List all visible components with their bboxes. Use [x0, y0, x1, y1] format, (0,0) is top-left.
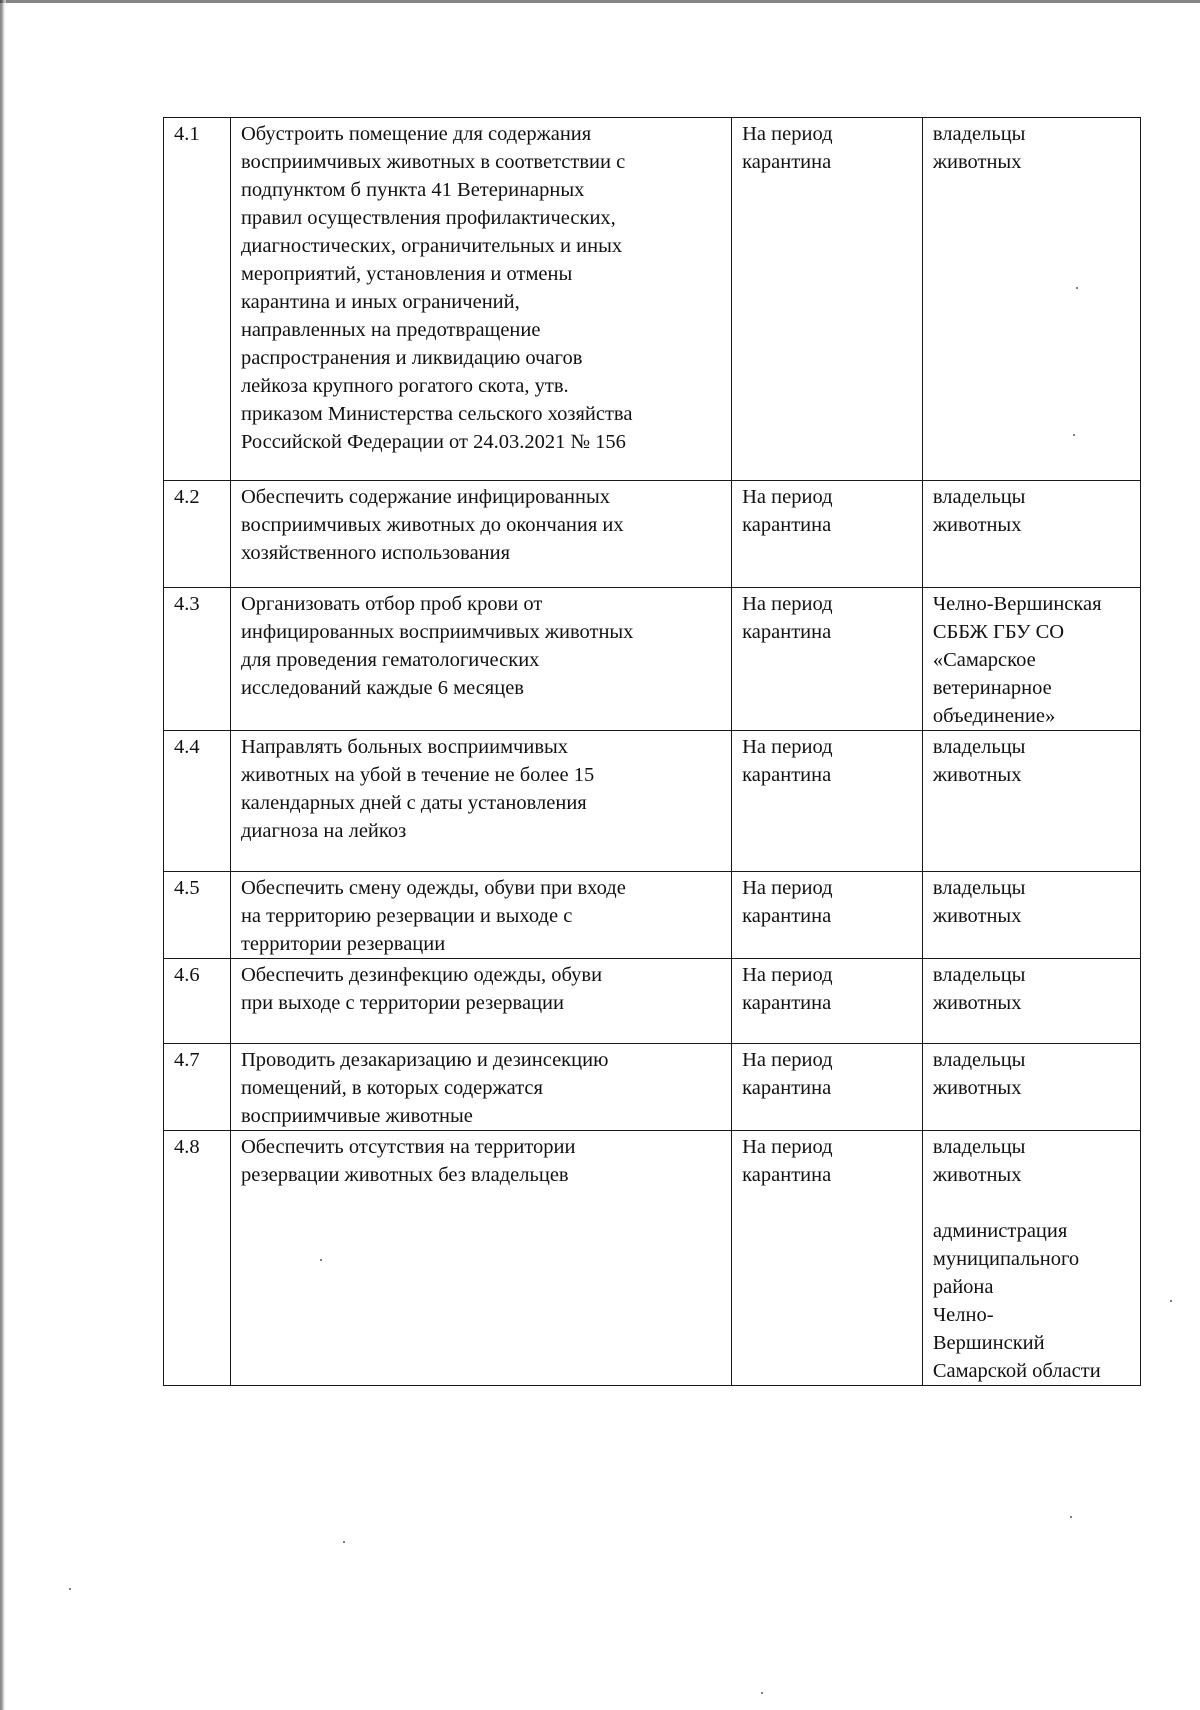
table-row	[164, 118, 1141, 481]
table-row	[164, 588, 1141, 731]
table-row	[164, 481, 1141, 588]
term-text: На период карантина	[732, 118, 923, 481]
measure-text: Проводить дезакаризацию и дезинсекцию помещений, в которых содержатся восприимчивые животные	[230, 1044, 731, 1131]
term-text: На период карантина	[732, 588, 923, 731]
table-row	[164, 959, 1141, 1044]
table-row	[164, 1131, 1141, 1386]
scan-edge-top	[0, 0, 1200, 3]
scan-speck	[1070, 1516, 1072, 1518]
measures-table	[163, 117, 1141, 1386]
term-text: На период карантина	[732, 731, 923, 872]
measure-text: Обеспечить смену одежды, обуви при входе на территорию резервации и выходе с территории резервации	[230, 872, 731, 959]
responsible-text: владельцы животных	[922, 481, 1140, 588]
row-number: 4.8	[164, 1131, 231, 1386]
scan-speck	[761, 1692, 763, 1694]
responsible-text: владельцы животных	[922, 118, 1140, 481]
measure-text: Направлять больных восприимчивых животных на убой в течение не более 15 календарных дней с даты установления диагноза на лейкоз	[230, 731, 731, 872]
measure-text: Обеспечить содержание инфицированных восприимчивых животных до окончания их хозяйственного использования	[230, 481, 731, 588]
scan-speck	[343, 1541, 345, 1543]
term-text: На период карантина	[732, 1131, 923, 1386]
table-row	[164, 872, 1141, 959]
row-number: 4.5	[164, 872, 231, 959]
scan-speck	[1073, 434, 1075, 436]
scan-speck	[1076, 287, 1078, 289]
responsible-text: владельцы животных	[922, 959, 1140, 1044]
term-text: На период карантина	[732, 959, 923, 1044]
row-number: 4.7	[164, 1044, 231, 1131]
row-number: 4.6	[164, 959, 231, 1044]
row-number: 4.4	[164, 731, 231, 872]
scan-speck	[69, 1588, 71, 1590]
scan-speck	[320, 1259, 322, 1261]
responsible-text: владельцы животных	[922, 731, 1140, 872]
table-row	[164, 731, 1141, 872]
row-number: 4.2	[164, 481, 231, 588]
responsible-text: владельцы животных	[922, 1044, 1140, 1131]
row-number: 4.1	[164, 118, 231, 481]
responsible-text: владельцы животных администрация муниципального района Челно- Вершинский Самарской области	[922, 1131, 1140, 1386]
responsible-text: владельцы животных	[922, 872, 1140, 959]
measure-text: Организовать отбор проб крови от инфицированных восприимчивых животных для проведения гематологических исследований каждые 6 месяцев	[230, 588, 731, 731]
measure-text: Обеспечить дезинфекцию одежды, обуви при выходе с территории резервации	[230, 959, 731, 1044]
term-text: На период карантина	[732, 1044, 923, 1131]
scan-edge-left	[0, 0, 6, 1710]
scan-speck	[1170, 1300, 1172, 1302]
measure-text: Обеспечить отсутствия на территории резервации животных без владельцев	[230, 1131, 731, 1386]
responsible-text: Челно-Вершинская СББЖ ГБУ СО «Самарское ветеринарное объединение»	[922, 588, 1140, 731]
row-number: 4.3	[164, 588, 231, 731]
table-row	[164, 1044, 1141, 1131]
term-text: На период карантина	[732, 481, 923, 588]
term-text: На период карантина	[732, 872, 923, 959]
measure-text: Обустроить помещение для содержания восприимчивых животных в соответствии с подпунктом б пункта 41 Ветеринарных правил осуществления профилактических, диагностических, ограничительных и иных мероприятий, установления и отмены карантина и иных ограничений, направленных на предотвращение распространения и ликвидацию очагов лейкоза крупного рогатого скота, утв. приказом Министерства сельского хозяйства Российской Федерации от 24.03.2021 № 156	[230, 118, 731, 481]
